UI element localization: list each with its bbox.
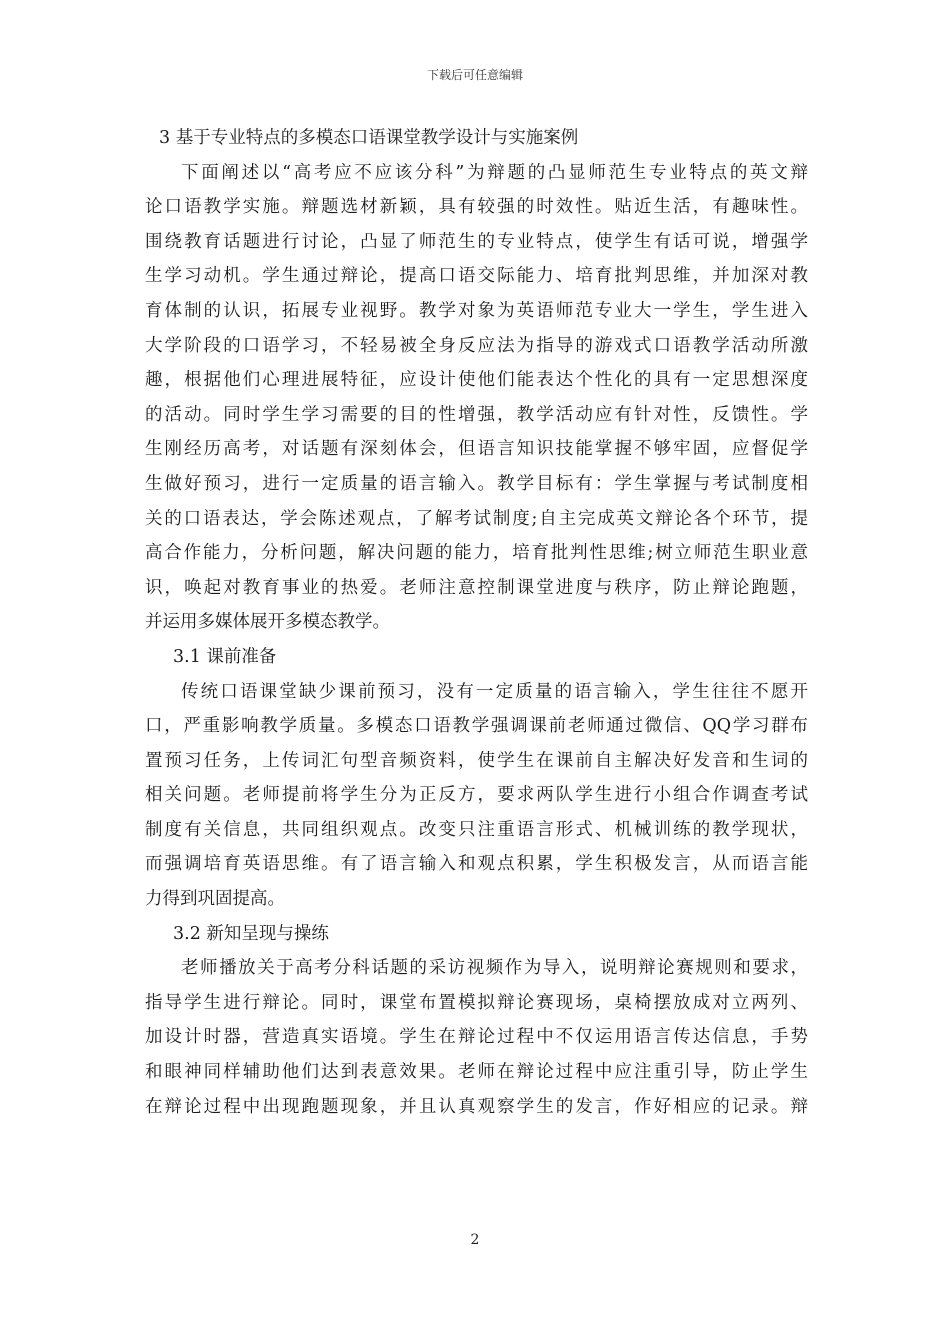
- paragraph-line: 大学阶段的口语学习，不轻易被全身反应法为指导的游戏式口语教学活动所激: [145, 335, 808, 356]
- paragraph-line: 在辩论过程中出现跑题现象，并且认真观察学生的发言，作好相应的记录。辩: [145, 1096, 808, 1117]
- paragraph-line: 并运用多媒体展开多模态教学。: [145, 612, 390, 633]
- paragraph-line: 相关问题。老师提前将学生分为正反方，要求两队学生进行小组合作调查考试: [145, 785, 808, 806]
- paragraph-line: 生刚经历高考，对话题有深刻体会，但语言知识技能掌握不够牢固，应督促学: [145, 439, 808, 460]
- paragraph-line: 围绕教育话题进行讨论，凸显了师范生的专业特点，使学生有话可说，增强学: [145, 231, 808, 252]
- paragraph-line: 趣，根据他们心理进展特征，应设计使他们能表达个性化的具有一定思想深度: [145, 370, 808, 391]
- paragraph-line: 的活动。同时学生学习需要的目的性增强，教学活动应有针对性，反馈性。学: [145, 404, 808, 425]
- paragraph-line: 育体制的认识，拓展专业视野。教学对象为英语师范专业大一学生，学生进入: [145, 300, 808, 321]
- section-heading: 3 基于专业特点的多模态口语课堂教学设计与实施案例: [159, 128, 579, 148]
- paragraph-line: 论口语教学实施。辩题选材新颖，具有较强的时效性。贴近生活，有趣味性。: [145, 197, 808, 218]
- paragraph-line: 和眼神同样辅助他们达到表意效果。老师在辩论过程中应注重引导，防止学生: [145, 1062, 808, 1083]
- paragraph-line: 加设计时器，营造真实语境。学生在辩论过程中不仅运用语言传达信息，手势: [145, 1027, 808, 1048]
- paragraph-line: 制度有关信息，共同组织观点。改变只注重语言形式、机械训练的教学现状，: [145, 819, 808, 840]
- paragraph-line: 口，严重影响教学质量。多模态口语教学强调课前老师通过微信、QQ学习群布: [145, 716, 808, 737]
- document-body: [145, 121, 808, 1124]
- paragraph-line: 置预习任务，上传词汇句型音频资料，使学生在课前自主解决好发音和生词的: [145, 750, 808, 771]
- paragraph-line: 老师播放关于高考分科话题的采访视频作为导入，说明辩论赛规则和要求，: [181, 958, 808, 979]
- subsection-heading-practice: 3.2 新知呈现与操练: [173, 923, 329, 944]
- paragraph-line: 关的口语表达，学会陈述观点，了解考试制度;自主完成英文辩论各个环节，提: [145, 508, 808, 529]
- paragraph-3: [145, 951, 808, 1124]
- paragraph-line: 而强调培育英语思维。有了语言输入和观点积累，学生积极发言，从而语言能: [145, 854, 808, 875]
- paragraph-line: 识，唤起对教育事业的热爱。老师注意控制课堂进度与秩序，防止辩论跑题，: [145, 577, 808, 598]
- paragraph-line: 传统口语课堂缺少课前预习，没有一定质量的语言输入，学生往往不愿开: [181, 681, 808, 702]
- paragraph-line: 生做好预习，进行一定质量的语言输入。教学目标有：学生掌握与考试制度相: [145, 473, 808, 494]
- paragraph-line: 生学习动机。学生通过辩论，提高口语交际能力、培育批判思维，并加深对教: [145, 266, 808, 287]
- paragraph-2: [145, 675, 808, 917]
- paragraph-line: 高合作能力，分析问题，解决问题的能力，培育批判性思维;树立师范生职业意: [145, 543, 808, 564]
- paragraph-line: 力得到巩固提高。: [145, 889, 285, 910]
- header-note: 下载后可任意编辑: [426, 68, 523, 82]
- paragraph-line: 下面阐述以“高考应不应该分科”为辩题的凸显师范生专业特点的英文辩: [181, 162, 808, 183]
- subsection-heading-prep: 3.1 课前准备: [173, 646, 277, 667]
- paragraph-1: [145, 156, 808, 640]
- paragraph-line: 指导学生进行辩论。同时，课堂布置模拟辩论赛现场，桌椅摆放成对立两列、: [145, 992, 808, 1013]
- page-number: 2: [470, 1232, 480, 1248]
